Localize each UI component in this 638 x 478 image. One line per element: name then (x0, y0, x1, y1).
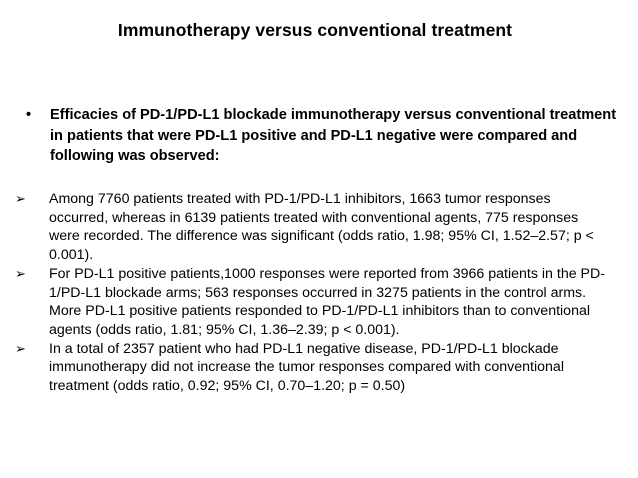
finding-item-pdl1-positive (15, 265, 610, 340)
slide-title (0, 20, 638, 41)
finding-text-pdl1-positive: For PD-L1 positive patients,1000 responses were reported from 3966 patients in the PD-1/PD-L1 blockade arms; 563 responses occurred in 3275 patients in the control arms. More PD-L1 positive patients responded to PD-1/PD-L1 inhibitors than to conventional agents (odds ratio, 1.81; 95% CI, 1.36–2.39; p < 0.001). (49, 265, 605, 338)
bullet-marker: • (26, 107, 32, 123)
slide-title-text: Immunotherapy versus conventional treatment (117, 20, 513, 40)
finding-item-overall (15, 190, 610, 265)
arrow-bullet-icon: ➢ (15, 265, 26, 281)
arrow-bullet-icon: ➢ (15, 191, 26, 206)
main-bullet-text: Efficacies of PD-1/PD-L1 blockade immunotherapy versus conventional treatment in patients that were PD-L1 positive and PD-L1 negative were compared and following was observed: (50, 107, 617, 164)
main-bullet (26, 105, 626, 167)
finding-text-pdl1-negative: In a total of 2357 patient who had PD-L1 negative disease, PD-1/PD-L1 blockade immunotherapy did not increase the tumor responses compared with conventional treatment (odds ratio, 0.92; 95% CI, 0.70–1.20; p = 0.50) (49, 340, 564, 395)
finding-item-pdl1-negative (15, 340, 610, 396)
finding-text-overall: Among 7760 patients treated with PD-1/PD-L1 inhibitors, 1663 tumor responses occurred, whereas in 6139 patients treated with conventional agents, 775 responses were recorded. The difference was significant (odds ratio, 1.98; 95% CI, 1.52–2.57; p < 0.001). (49, 191, 594, 264)
findings-list (15, 190, 610, 396)
arrow-bullet-icon: ➢ (15, 340, 26, 356)
